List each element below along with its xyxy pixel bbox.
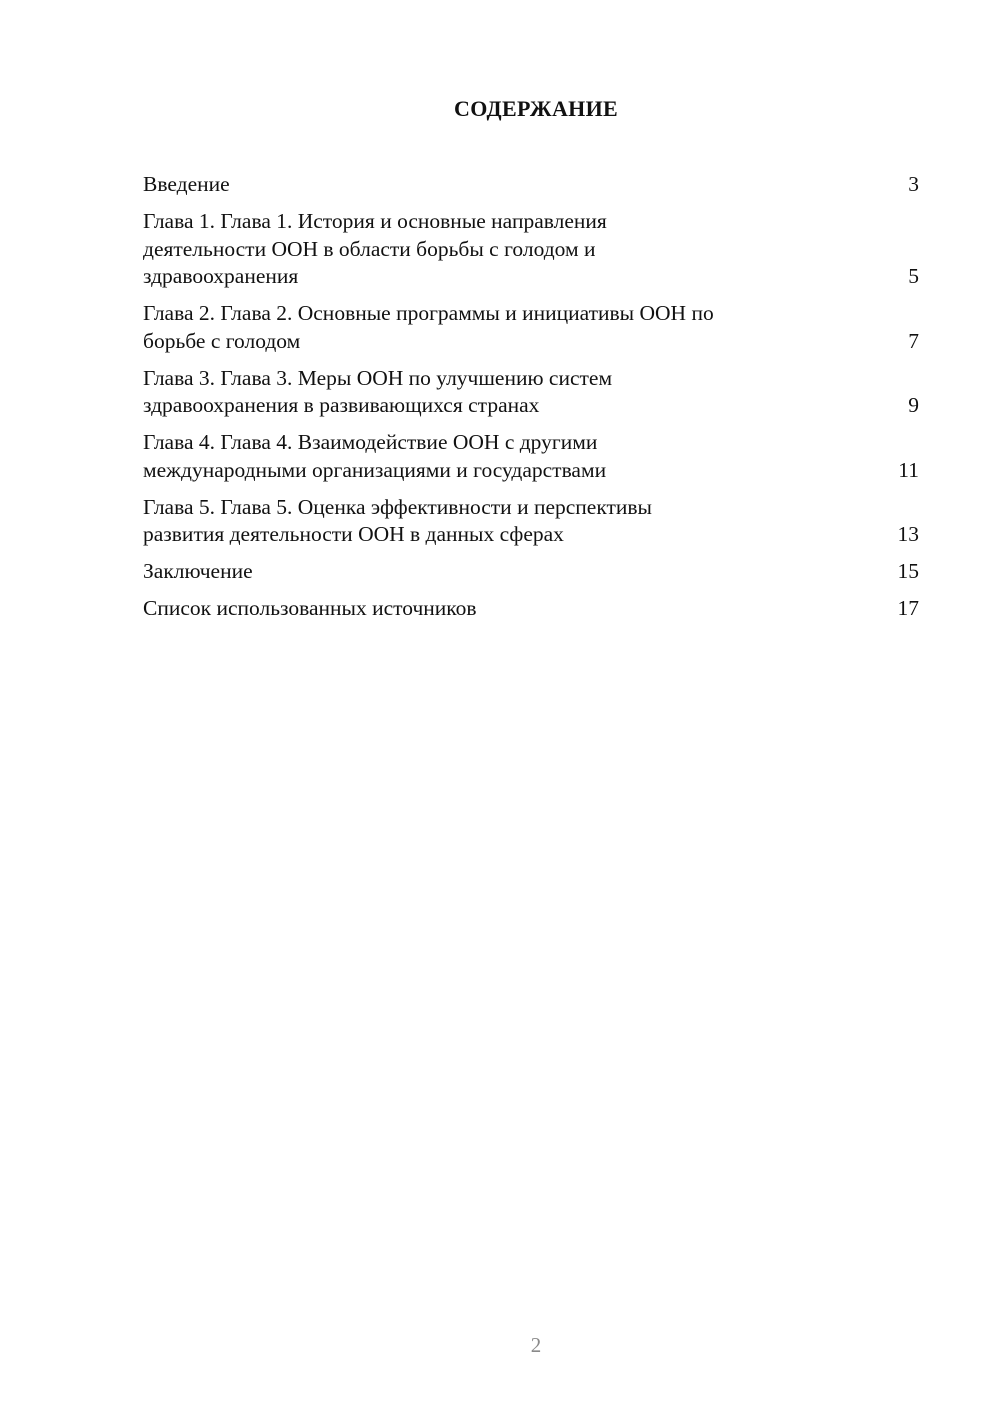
toc-entry-text: Глава 1. Глава 1. История и основные направления деятельности ООН в области борьбы с голодом и здравоохранения [143,209,607,288]
toc-entry-text: Введение [143,172,230,196]
toc-entry-text: Глава 2. Глава 2. Основные программы и инициативы ООН по борьбе с голодом [143,301,714,353]
toc-entry-conclusion[interactable] [143,558,919,586]
toc-entry-page-number: 5 [908,264,919,288]
toc-entry-text: Глава 5. Глава 5. Оценка эффективности и перспективы развития деятельности ООН в данных сферах [143,494,652,546]
toc-entry-page-number: 3 [908,172,919,196]
toc-entry-page-number: 7 [908,328,919,353]
toc-entry-text: Список использованных источников [143,596,477,620]
toc-entry-page-number: 17 [897,596,919,620]
toc-entry-text: Глава 4. Глава 4. Взаимодействие ООН с другими международными организациями и государствами [143,430,607,482]
toc-entry-text: Глава 3. Глава 3. Меры ООН по улучшению систем здравоохранения в развивающихся странах [143,365,613,417]
toc-entry-page-number: 11 [898,457,919,482]
page-number: 2 [530,1333,542,1357]
toc-entry-page-number: 15 [897,559,919,583]
toc-entry-chapter-1[interactable] [143,208,919,291]
table-of-contents [143,171,919,632]
page-title: СОДЕРЖАНИЕ [454,96,618,121]
toc-entry-page-number: 13 [897,522,919,546]
toc-entry-chapter-2[interactable] [143,300,919,355]
toc-entry-chapter-5[interactable] [143,494,919,549]
toc-entry-chapter-4[interactable] [143,429,919,484]
toc-entry-chapter-3[interactable] [143,365,919,420]
toc-entry-text: Заключение [143,559,253,583]
toc-entry-references[interactable] [143,595,919,623]
toc-entry-introduction[interactable] [143,171,919,199]
toc-entry-page-number: 9 [908,393,919,417]
